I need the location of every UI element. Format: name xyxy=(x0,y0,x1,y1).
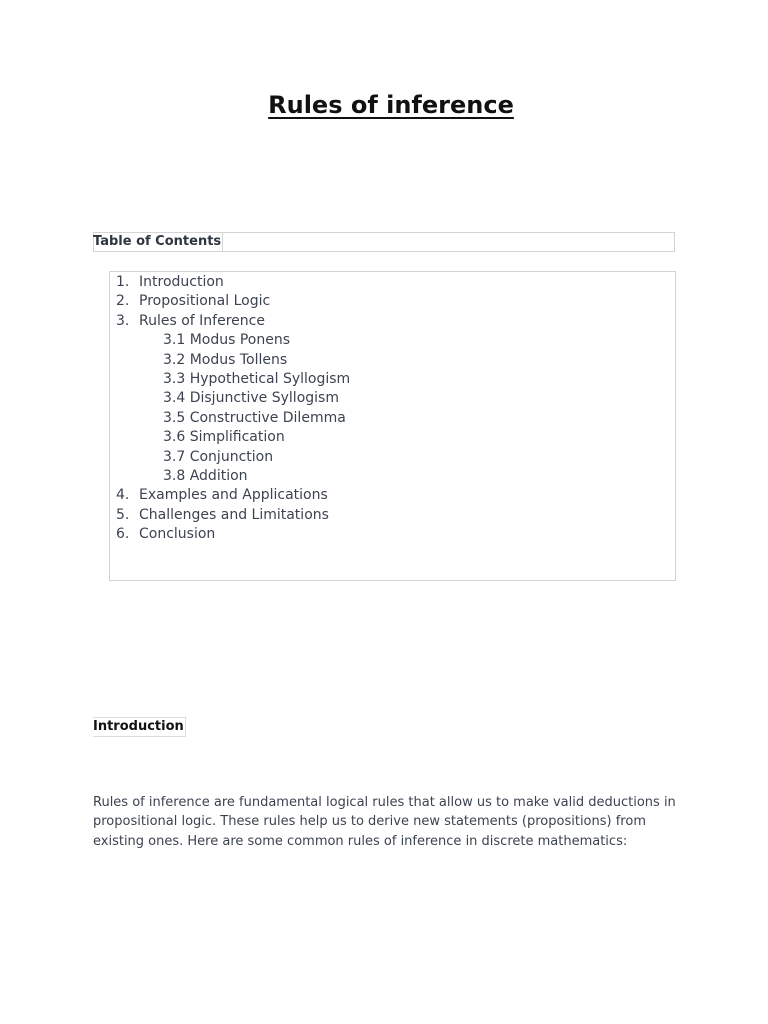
toc-item-number: 5. xyxy=(116,506,130,523)
introduction-paragraph: Rules of inference are fundamental logical rules that allow us to make valid deductions in propositional logic. These rules help us to derive new statements (propositions) from existing ones. Here are some common rules of inference in discrete mathematics: xyxy=(93,795,676,849)
toc-subitem-label: 3.4 Disjunctive Syllogism xyxy=(163,390,339,407)
toc-subitem-label: 3.3 Hypothetical Syllogism xyxy=(163,370,351,387)
toc-header: Table of Contents xyxy=(93,232,223,252)
document-title: Rules of inference xyxy=(268,91,514,119)
toc-item-label: Introduction xyxy=(139,274,224,290)
introduction-heading: Introduction xyxy=(93,717,186,737)
toc-box xyxy=(109,271,676,581)
toc-subitem-label: 3.7 Conjunction xyxy=(163,448,274,465)
toc-item-number: 6. xyxy=(116,526,130,543)
toc-item-label: Propositional Logic xyxy=(139,293,271,310)
toc-item-label: Examples and Applications xyxy=(139,487,328,504)
toc-item-label: Conclusion xyxy=(139,526,216,543)
toc-item-number: 1. xyxy=(116,274,130,290)
toc-item-number: 3. xyxy=(116,312,130,329)
toc-subitem-label: 3.5 Constructive Dilemma xyxy=(163,409,346,426)
toc-item-label: Rules of Inference xyxy=(139,312,265,329)
toc-item-number: 2. xyxy=(116,293,130,310)
toc-subitem-label: 3.6 Simplification xyxy=(163,429,285,446)
toc-item-number: 4. xyxy=(116,487,130,504)
toc-subitem-label: 3.1 Modus Ponens xyxy=(163,332,291,349)
toc-item-label: Challenges and Limitations xyxy=(139,506,329,523)
toc-subitem-label: 3.8 Addition xyxy=(163,467,248,484)
toc-subitem-label: 3.2 Modus Tollens xyxy=(163,351,288,368)
